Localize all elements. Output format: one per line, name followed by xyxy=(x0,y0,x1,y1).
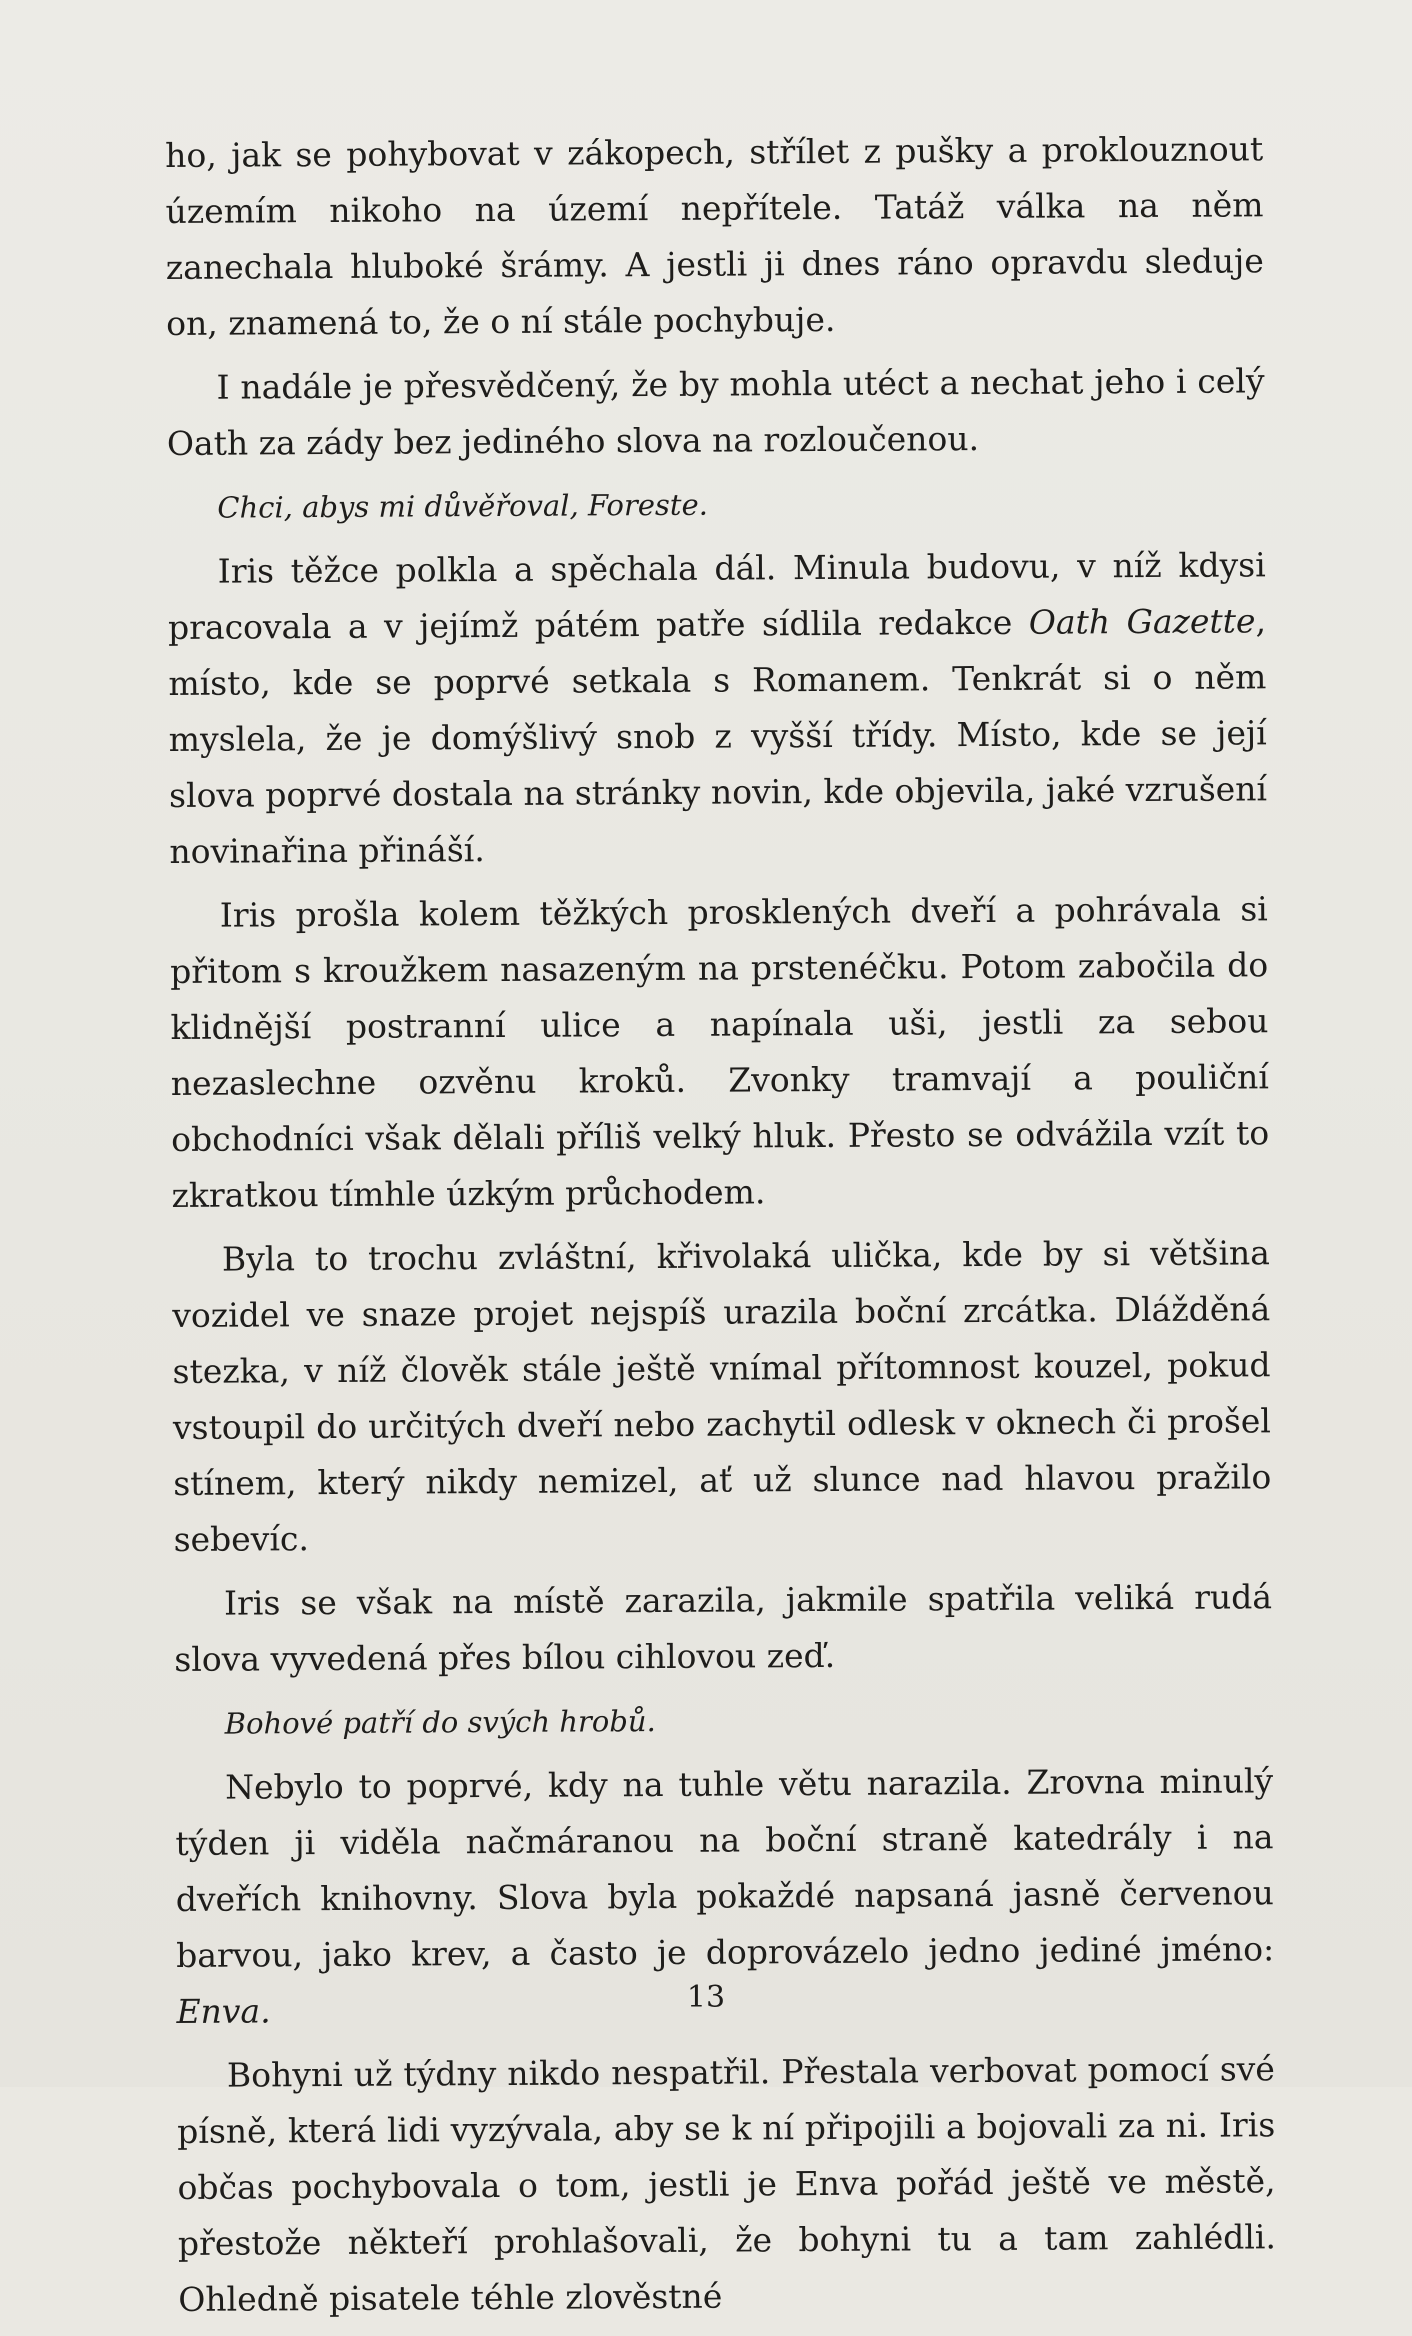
paragraph-3 xyxy=(168,537,1268,880)
paragraph-1: ho, jak se pohybovat v zákopech, střílet z pušky a proklouznout územím nikoho na území nepřítele. Tatáž válka na něm zanechala hluboké šrámy. A jestli ji dnes ráno opravdu sleduje on, znamená to, že o ní stále pochybuje. xyxy=(165,129,1264,343)
paragraph-7-text: Nebylo to poprvé, kdy na tuhle větu narazila. Zrovna minulý týden ji viděla načmáranou na boční straně katedrály i na dveřích knihovny. Slova byla pokaždé napsaná jasně červenou barvou, jako krev, a často je doprovázelo jedno jediné jméno: xyxy=(175,1761,1275,1975)
paragraph-3-part-2: , místo, kde se poprvé setkala s Romanem. Tenkrát si o něm myslela, že je domýšlivý snob z vyšší třídy. Místo, kde se její slova poprvé dostala na stránky novin, kde objevila, jaké vzrušení novinařina přináší. xyxy=(168,601,1268,871)
paragraph-8: Bohyni už týdny nikdo nespatřil. Přestala verbovat pomocí své písně, která lidi vyzývala, aby se k ní připojili a bojovali za ni. Iris občas pochybovala o tom, jestli je Enva pořád ještě ve městě, přestože někteří prohlašovali, že bohyni tu a tam zahlédli. Ohledně pisatele téhle zlověstné xyxy=(177,2049,1277,2319)
newspaper-title: Oath Gazette xyxy=(1028,601,1256,642)
page-number: 13 xyxy=(686,1980,726,2015)
paragraph-6: Iris se však na místě zarazila, jakmile spatřila veliká rudá slova vyvedená přes bílou cihlovou zeď. xyxy=(174,1577,1273,1679)
italic-quote-2: Bohové patří do svých hrobů. xyxy=(224,1704,656,1741)
paragraph-2: I nadále je přesvědčený, že by mohla utéct a nechat jeho i celý Oath za zády bez jediného slova na rozloučenou. xyxy=(166,361,1265,463)
paragraph-4: Iris prošla kolem těžkých prosklených dveří a pohrávala si přitom s kroužkem nasazeným na prstenéčku. Potom zabočila do klidnější postranní ulice a napínala uši, jestli za sebou nezaslechne ozvěnu kroků. Zvonky tramvají a pouliční obchodníci však dělali příliš velký hluk. Přesto se odvážila vzít to zkratkou tímhle úzkým průchodem. xyxy=(170,889,1270,1215)
paragraph-3-part-1: Iris těžce polkla a spěchala dál. Minula budovu, v níž kdysi pracovala a v jejímž pátém patře sídlila redakce xyxy=(167,545,1266,647)
italic-quote-1: Chci, abys mi důvěřoval, Foreste. xyxy=(217,487,709,525)
goddess-name: Enva. xyxy=(176,1991,271,2031)
paragraph-5: Byla to trochu zvláštní, křivolaká ulička, kde by si většina vozidel ve snaze projet nejspíš urazila boční zrcátka. Dlážděná stezka, v níž člověk stále ještě vnímal přítomnost kouzel, pokud vstoupil do určitých dveří nebo zachytil odlesk v oknech či prošel stínem, který nikdy nemizel, ať už slunce nad hlavou pražilo sebevíc. xyxy=(172,1233,1272,1559)
